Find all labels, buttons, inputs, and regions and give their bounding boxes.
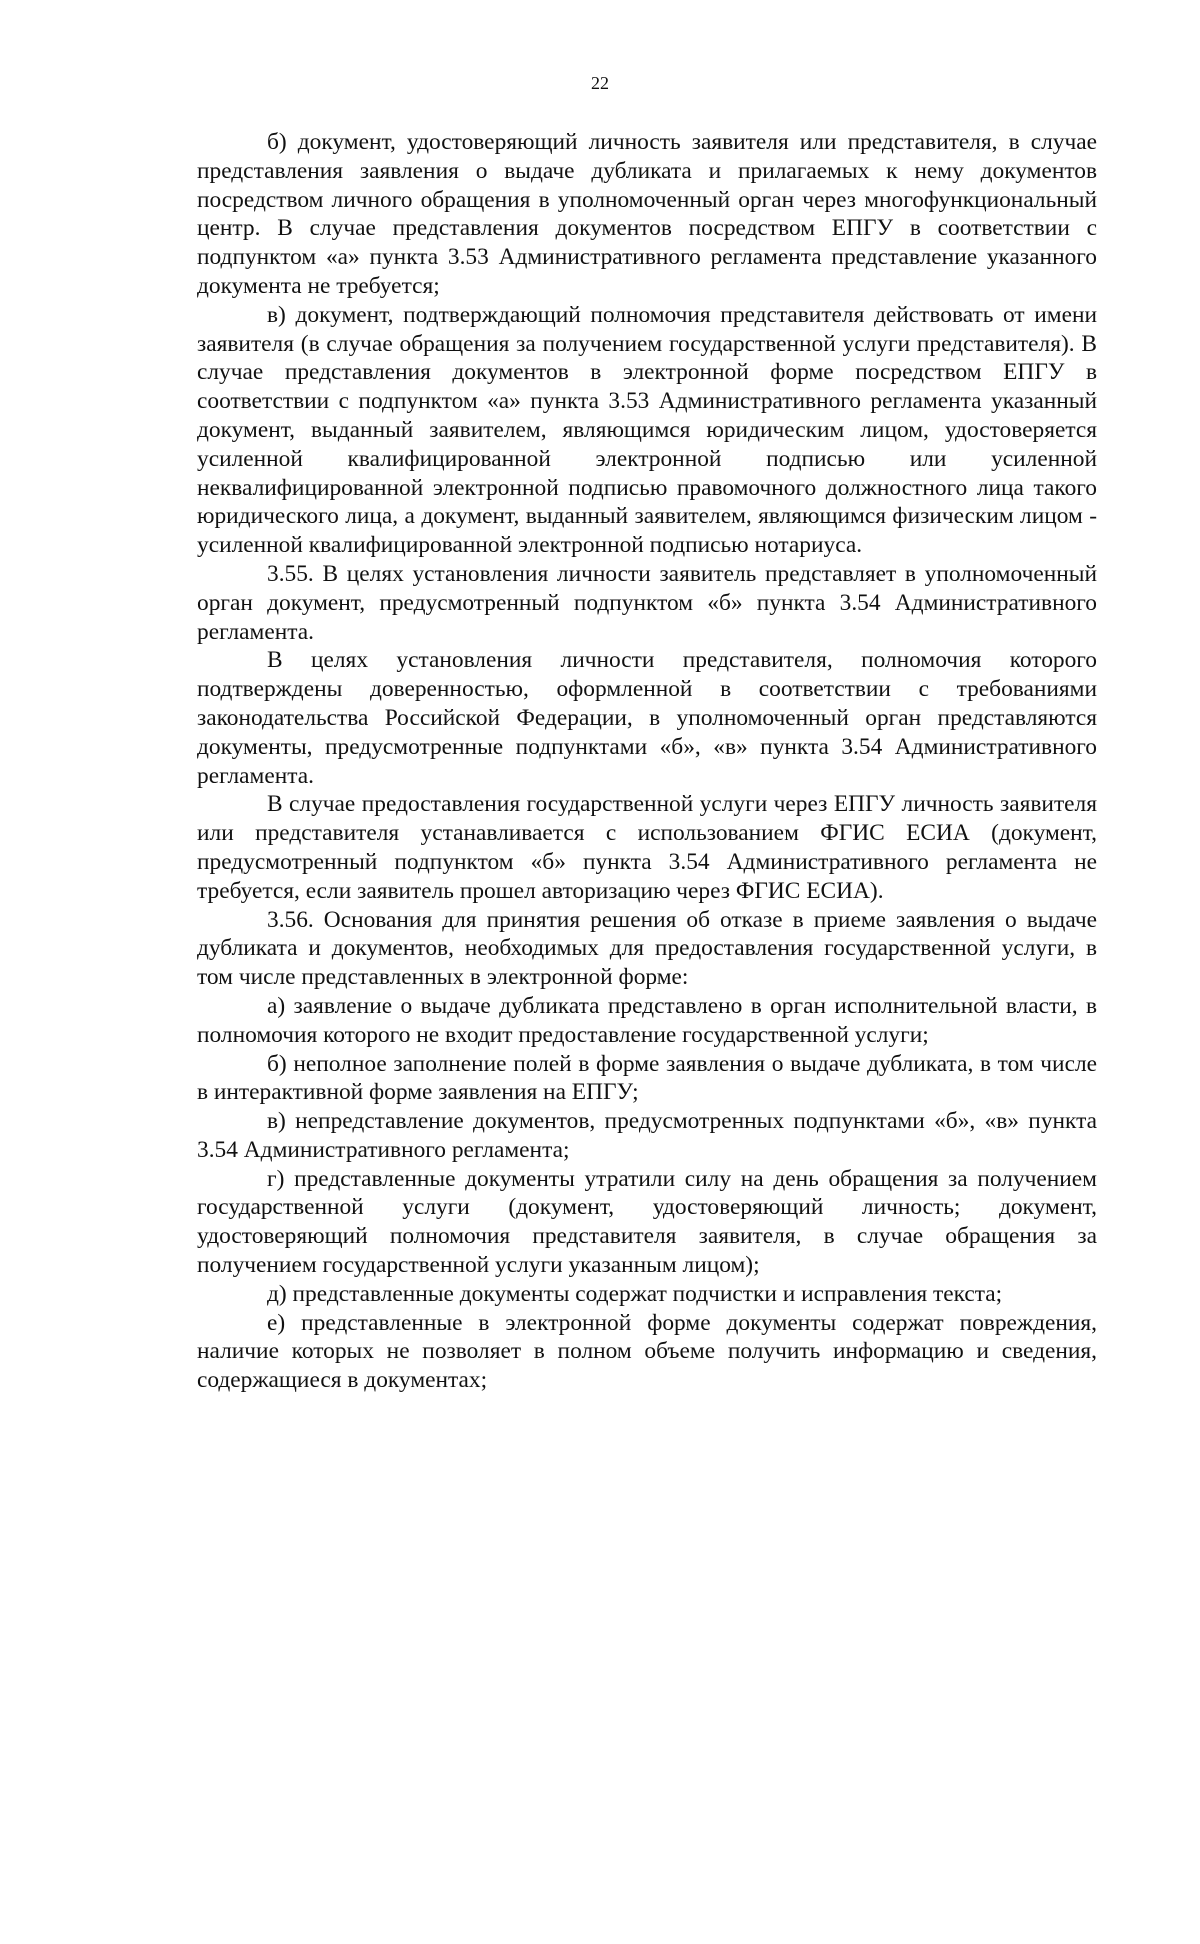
paragraph-3-56-e: е) представленные в электронной форме документы содержат повреждения, наличие которых не позволяет в полном объеме получить информацию и сведения, содержащиеся в документах; xyxy=(197,1309,1097,1394)
paragraph-3-55: 3.55. В целях установления личности заявитель представляет в уполномоченный орган документ, предусмотренный подпунктом «б» пункта 3.54 Административного регламента. xyxy=(197,560,1097,645)
paragraph-3-56-b: б) неполное заполнение полей в форме заявления о выдаче дубликата, в том числе в интерактивной форме заявления на ЕПГУ; xyxy=(197,1050,1097,1106)
paragraph-epgu-identity: В случае предоставления государственной услуги через ЕПГУ личность заявителя или представителя устанавливается с использованием ФГИС ЕСИА (документ, предусмотренный подпунктом «б» пункта 3.54 Административного регламента не требуется, если заявитель прошел авторизацию через ФГИС ЕСИА). xyxy=(197,791,1097,904)
paragraph-representative-identity: В целях установления личности представителя, полномочия которого подтверждены доверенностью, оформленной в соответствии с требованиями законодательства Российской Федерации, в уполномоченный орган представляются документы, предусмотренные подпунктами «б», «в» пункта 3.54 Административного регламента. xyxy=(197,647,1097,789)
paragraph-3-54-b: б) документ, удостоверяющий личность заявителя или представителя, в случае представления заявления о выдаче дубликата и прилагаемых к нему документов посредством личного обращения в уполномоченный орган через многофункциональный центр. В случае представления документов посредством ЕПГУ в соответствии с подпунктом «а» пункта 3.53 Административного регламента представление указанного документа не требуется; xyxy=(197,129,1097,299)
paragraph-3-56-d: д) представленные документы содержат подчистки и исправления текста; xyxy=(267,1280,1003,1307)
paragraph-3-56-v: в) непредставление документов, предусмотренных подпунктами «б», «в» пункта 3.54 Административного регламента; xyxy=(197,1108,1097,1163)
paragraph-3-56-g: г) представленные документы утратили силу на день обращения за получением государственной услуги (документ, удостоверяющий личность; документ, удостоверяющий полномочия представителя заявителя, в случае обращения за получением государственной услуги указанным лицом); xyxy=(197,1165,1097,1279)
paragraph-3-56: 3.56. Основания для принятия решения об отказе в приеме заявления о выдаче дубликата и документов, необходимых для предоставления государственной услуги, в том числе представленных в электронной форме: xyxy=(197,906,1097,991)
paragraph-3-56-a: а) заявление о выдаче дубликата представлено в орган исполнительной власти, в полномочия которого не входит предоставление государственной услуги; xyxy=(197,992,1097,1048)
document-body xyxy=(197,128,1097,1395)
page-number: 22 xyxy=(591,73,609,93)
paragraph-3-54-v: в) документ, подтверждающий полномочия представителя действовать от имени заявителя (в случае обращения за получением государственной услуги представителя). В случае представления документов в электронной форме посредством ЕПГУ в соответствии с подпунктом «а» пункта 3.53 Административного регламента указанный документ, выданный заявителем, являющимся юридическим лицом, удостоверяется усиленной квалифицированной электронной подписью или усиленной неквалифицированной электронной подписью правомочного должностного лица такого юридического лица, а документ, выданный заявителем, являющимся физическим лицом - усиленной квалифицированной электронной подписью нотариуса. xyxy=(197,301,1097,559)
